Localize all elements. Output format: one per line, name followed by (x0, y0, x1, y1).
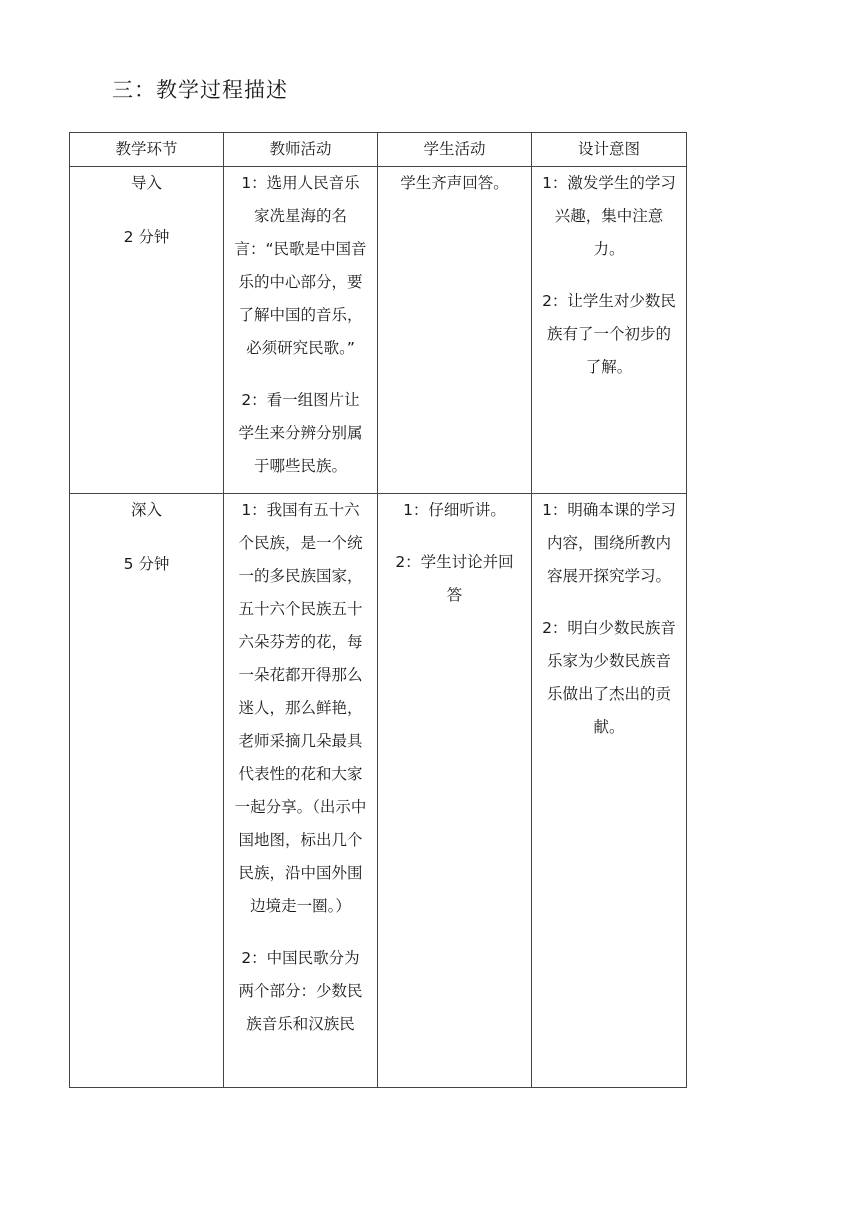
stage-name: 导入 (130, 174, 162, 192)
teacher-activity-item: 2：中国民歌分为两个部分：少数民族音乐和汉族民 (238, 949, 363, 1033)
design-intent-item: 2：让学生对少数民族有了一个初步的了解。 (542, 292, 676, 376)
stage-duration: 5 分钟 (123, 555, 170, 573)
table-row (70, 167, 687, 494)
student-activity-item: 学生齐声回答。 (400, 174, 509, 192)
teaching-process-table (69, 132, 687, 1088)
table-row (70, 494, 687, 1088)
teacher-activity-item: 1：选用人民音乐家冼星海的名言：“民歌是中国音乐的中心部分，要了解中国的音乐，必须研究民歌。” (234, 174, 367, 357)
table-header-row (70, 133, 687, 167)
design-intent-item: 2：明白少数民族音乐家为少数民族音乐做出了杰出的贡献。 (542, 619, 676, 736)
design-intent-item: 1：激发学生的学习兴趣，集中注意力。 (542, 174, 676, 258)
teacher-activity-item: 2：看一组图片让学生来分辨分别属于哪些民族。 (238, 391, 363, 475)
header-teacher-activity: 教师活动 (224, 133, 378, 167)
stage-cell (70, 494, 224, 1088)
teacher-activity-cell (224, 494, 378, 1088)
teacher-activity-cell (224, 167, 378, 494)
design-intent-item: 1：明确本课的学习内容，围绕所教内容展开探究学习。 (542, 501, 676, 585)
section-title: 三：教学过程描述 (112, 78, 288, 102)
student-activity-cell (378, 167, 532, 494)
stage-cell (70, 167, 224, 494)
stage-name: 深入 (130, 501, 162, 519)
teacher-activity-item: 1：我国有五十六个民族，是一个统一的多民族国家，五十六个民族五十六朵芬芳的花，每一朵花都开得那么迷人，那么鲜艳，老师采摘几朵最具代表性的花和大家一起分享。（出示中国地图，标出几个民族，沿中国外围边境走一圈。） (234, 501, 367, 915)
design-intent-cell (532, 494, 687, 1088)
design-intent-cell (532, 167, 687, 494)
header-student-activity: 学生活动 (378, 133, 532, 167)
student-activity-item: 1：仔细听讲。 (403, 501, 506, 519)
student-activity-cell (378, 494, 532, 1088)
student-activity-item: 2：学生讨论并回答 (395, 553, 514, 604)
header-stage: 教学环节 (70, 133, 224, 167)
stage-duration: 2 分钟 (123, 228, 170, 246)
header-design-intent: 设计意图 (532, 133, 687, 167)
